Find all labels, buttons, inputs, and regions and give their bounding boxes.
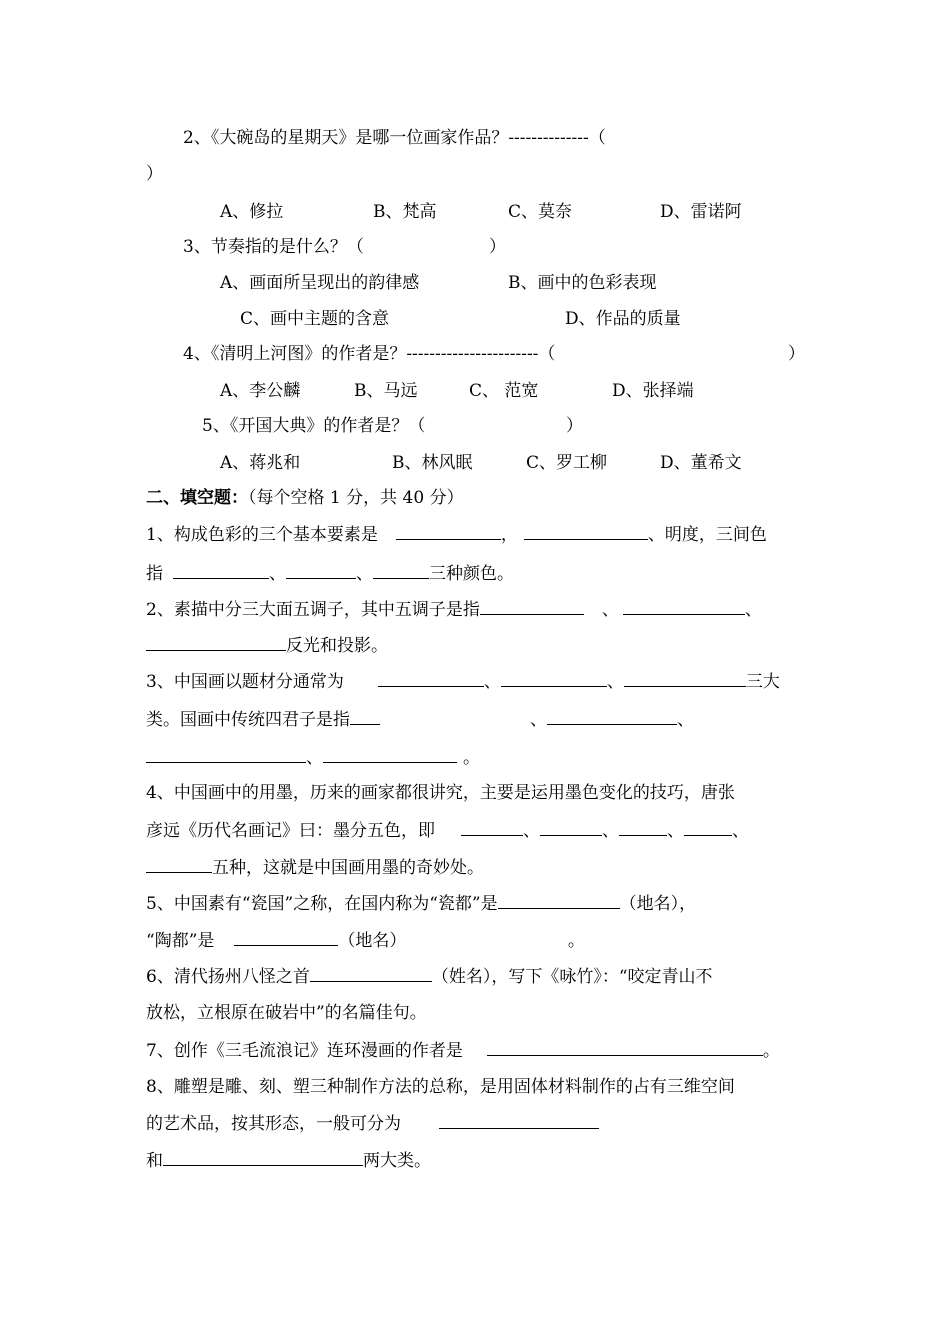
mc-q3-option-b: B、画中的色彩表现	[508, 273, 657, 293]
fill-q1-text: 三种颜色。	[429, 564, 514, 584]
mc-q2-stem: 2、《大碗岛的星期天》是哪一位画家作品？--------------（	[183, 128, 606, 148]
fill-q4-sep: 、	[523, 821, 540, 841]
fill-q3-sep: 、	[306, 748, 323, 768]
blank[interactable]	[619, 818, 667, 836]
blank[interactable]	[323, 745, 457, 763]
fill-q4-text: 彦远《历代名画记》曰：墨分五色，即	[146, 821, 435, 841]
fill-q5-text: “陶都”是	[146, 931, 215, 951]
fill-q4-line1: 4、中国画中的用墨，历来的画家都很讲究，主要是运用墨色变化的技巧，唐张	[146, 783, 735, 803]
fill-q3-text: 三大	[745, 672, 780, 692]
fill-q6-text: 6、清代扬州八怪之首	[146, 967, 310, 987]
mc-q4-option-d: D、张择端	[612, 381, 694, 401]
fill-q3-line3	[146, 745, 480, 770]
fill-q1-text: 指	[146, 564, 163, 584]
fill-q5-text: 5、中国素有“瓷国”之称，在国内称为“瓷都”是	[146, 894, 498, 914]
blank[interactable]	[461, 818, 523, 836]
fill-q2-sep: 、	[744, 600, 762, 620]
fill-q5-text: （地名），	[619, 894, 697, 914]
fill-q2-text: 反光和投影。	[286, 636, 388, 656]
blank[interactable]	[624, 669, 746, 687]
fill-q2-sep: 、	[601, 600, 619, 620]
mc-q5-option-b: B、林风眠	[392, 453, 473, 473]
section-score-note: （每个空格 1 分，共 40 分）	[248, 488, 464, 508]
mc-q2-option-b: B、梵高	[373, 202, 437, 222]
fill-q3-sep: 、	[606, 672, 624, 692]
mc-q4-stem: 4、《清明上河图》的作者是？-----------------------（	[183, 344, 556, 364]
mc-q3-close: ）	[489, 237, 506, 257]
fill-q8-text: 和	[146, 1151, 163, 1171]
fill-q7-text: 7、创作《三毛流浪记》连环漫画的作者是	[146, 1041, 463, 1061]
fill-q5-end: 。	[567, 931, 585, 951]
blank[interactable]	[396, 522, 501, 540]
blank[interactable]	[373, 561, 429, 579]
fill-q4-sep: 、	[602, 821, 619, 841]
fill-q4-line3	[146, 855, 484, 880]
blank[interactable]	[173, 561, 269, 579]
fill-q3-end: 。	[463, 748, 480, 768]
blank[interactable]	[234, 928, 338, 946]
fill-q1-text: 1、构成色彩的三个基本要素是	[146, 525, 378, 545]
blank[interactable]	[146, 855, 212, 873]
mc-q3-option-d: D、作品的质量	[565, 309, 681, 329]
fill-q3-sep: 、	[677, 710, 694, 730]
fill-q2-line1	[146, 597, 762, 622]
mc-q5-option-c: C、罗工柳	[526, 453, 608, 473]
mc-q3-option-a: A、画面所呈现出的韵律感	[220, 273, 420, 293]
fill-q4-sep: 、	[667, 821, 684, 841]
fill-q8-line1: 8、雕塑是雕、刻、塑三种制作方法的总称，是用固体材料制作的占有三维空间	[146, 1077, 735, 1097]
mc-q2-option-c: C、莫奈	[508, 202, 573, 222]
mc-q5-close: ）	[566, 416, 583, 436]
blank[interactable]	[480, 597, 584, 615]
fill-q6-line2: 放松，立根原在破岩中”的名篇佳句。	[146, 1003, 427, 1023]
mc-q5-stem: 5、《开国大典》的作者是？（	[202, 416, 426, 436]
fill-q3-sep: 、	[483, 672, 501, 692]
fill-q4-sep: 、	[732, 821, 749, 841]
fill-q8-line2	[146, 1111, 599, 1136]
fill-q6-text: （姓名），写下《咏竹》：“咬定青山不	[431, 967, 713, 987]
fill-q3-line1	[146, 669, 780, 694]
blank[interactable]	[439, 1111, 599, 1129]
mc-q3-option-c: C、画中主题的含意	[240, 309, 390, 329]
blank[interactable]	[547, 707, 677, 725]
fill-q1-line1	[146, 522, 767, 547]
fill-q2-line2	[146, 633, 388, 658]
blank[interactable]	[501, 669, 607, 687]
mc-q5-option-d: D、董希文	[660, 453, 742, 473]
blank[interactable]	[623, 597, 745, 615]
fill-q2-text: 2、素描中分三大面五调子，其中五调子是指	[146, 600, 480, 620]
blank[interactable]	[487, 1038, 763, 1056]
fill-q5-text: （地名）	[338, 931, 398, 951]
fill-q8-text: 两大类。	[363, 1151, 431, 1171]
mc-q5-option-a: A、蒋兆和	[220, 453, 301, 473]
mc-q4-option-c: C、 范宽	[469, 381, 539, 401]
mc-q2-option-d: D、雷诺阿	[660, 202, 742, 222]
blank[interactable]	[498, 891, 620, 909]
fill-q1-line2	[146, 561, 514, 586]
fill-q4-line2	[146, 818, 749, 843]
fill-q1-sep: 、	[269, 564, 286, 584]
blank[interactable]	[310, 964, 432, 982]
fill-q8-line3	[146, 1148, 431, 1173]
mc-q2-option-a: A、修拉	[220, 202, 284, 222]
fill-q3-sep: 、	[530, 710, 547, 730]
fill-q1-sep: ，	[500, 525, 518, 545]
blank[interactable]	[146, 745, 306, 763]
fill-q7-line1	[146, 1038, 780, 1063]
mc-q4-option-b: B、马远	[354, 381, 418, 401]
fill-q4-text: 五种，这就是中国画用墨的奇妙处。	[212, 858, 484, 878]
fill-q8-text: 的艺术品，按其形态，一般可分为	[146, 1114, 401, 1134]
fill-q3-line2	[146, 707, 694, 732]
fill-q5-line1	[146, 891, 696, 916]
section-heading	[146, 486, 464, 510]
blank[interactable]	[378, 669, 484, 687]
fill-q3-text: 类。国画中传统四君子是指	[146, 710, 350, 730]
mc-q4-option-a: A、李公麟	[220, 381, 301, 401]
section-title: 二、填空题：	[146, 488, 248, 508]
mc-q3-stem: 3、节奏指的是什么？（	[183, 237, 364, 257]
fill-q1-text: 、明度，三间色	[647, 525, 767, 545]
mc-q4-close: ）	[788, 344, 805, 364]
blank[interactable]	[163, 1148, 363, 1166]
fill-q1-sep: 、	[356, 564, 373, 584]
blank[interactable]	[286, 561, 356, 579]
blank[interactable]	[524, 522, 648, 540]
blank[interactable]	[540, 818, 602, 836]
fill-q7-end: 。	[762, 1041, 780, 1061]
fill-q5-line2	[146, 928, 585, 953]
blank[interactable]	[350, 707, 380, 725]
fill-q6-line1	[146, 964, 713, 989]
fill-q3-text: 3、中国画以题材分通常为	[146, 672, 344, 692]
blank[interactable]	[146, 633, 286, 651]
mc-q2-close: ）	[146, 164, 163, 184]
blank[interactable]	[684, 818, 732, 836]
